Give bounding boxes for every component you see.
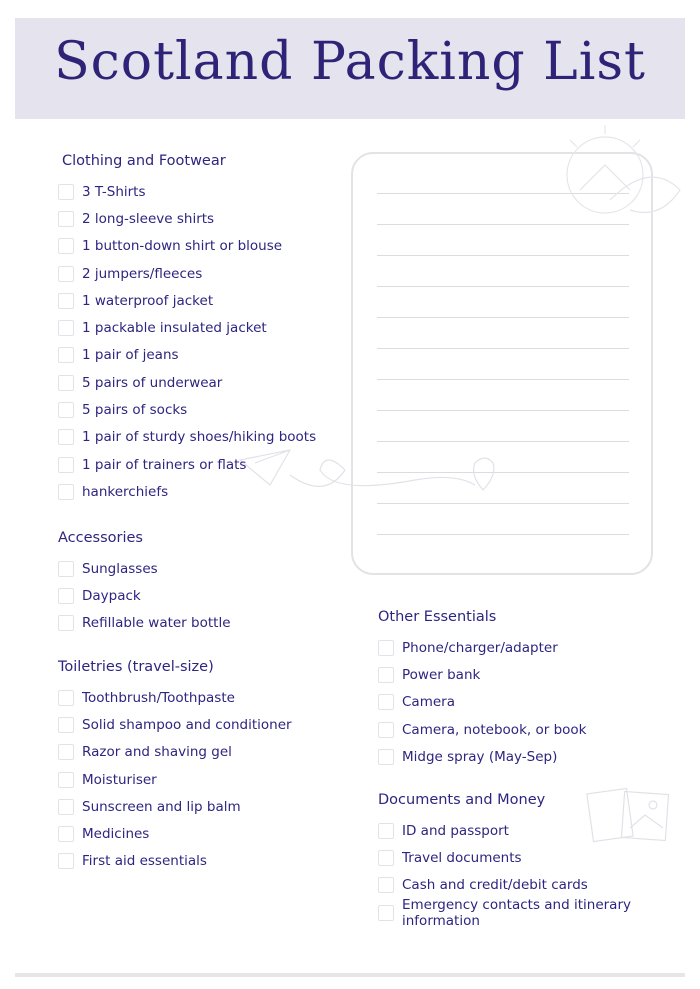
item-label: Camera, notebook, or book (402, 721, 587, 738)
checklist-item[interactable] (58, 684, 292, 711)
section-accessories (58, 528, 231, 637)
checklist-item[interactable] (58, 793, 292, 820)
checklist-item[interactable] (58, 287, 316, 314)
checklist-item[interactable] (58, 848, 292, 875)
checklist-item[interactable] (378, 661, 586, 688)
checkbox[interactable] (58, 293, 74, 309)
checklist-item[interactable] (58, 260, 316, 287)
item-label: 1 pair of jeans (82, 347, 179, 364)
checkbox[interactable] (58, 744, 74, 760)
checklist-item[interactable] (58, 233, 316, 260)
checkbox[interactable] (58, 615, 74, 631)
checkbox[interactable] (58, 402, 74, 418)
checklist-item[interactable] (58, 178, 316, 205)
item-label: Power bank (402, 666, 481, 683)
item-label: Sunscreen and lip balm (82, 798, 241, 815)
item-label: hankerchiefs (82, 483, 169, 500)
item-label: Cash and credit/debit cards (402, 877, 588, 894)
checkbox[interactable] (58, 375, 74, 391)
notes-line (377, 255, 629, 256)
checkbox[interactable] (378, 850, 394, 866)
item-label: Moisturiser (82, 771, 157, 788)
checklist-item[interactable] (58, 766, 292, 793)
section-clothing (58, 151, 316, 506)
checkbox[interactable] (58, 826, 74, 842)
item-label: 1 waterproof jacket (82, 292, 214, 309)
checkbox[interactable] (378, 823, 394, 839)
checkbox[interactable] (58, 347, 74, 363)
section-heading: Documents and Money (378, 792, 546, 808)
checkbox[interactable] (378, 905, 394, 921)
checkbox[interactable] (58, 238, 74, 254)
notes-line (377, 348, 629, 349)
checkbox[interactable] (58, 690, 74, 706)
item-label: 1 pair of sturdy shoes/hiking boots (82, 429, 317, 446)
checkbox[interactable] (58, 457, 74, 473)
sun-mountain-icon (550, 120, 690, 230)
checklist-item[interactable] (58, 451, 316, 478)
item-label: 1 pair of trainers or flats (82, 456, 247, 473)
checklist-item[interactable] (58, 610, 231, 637)
item-label: Emergency contacts and itinerary information (402, 896, 631, 929)
item-label: First aid essentials (82, 853, 207, 870)
item-label: Razor and shaving gel (82, 744, 232, 761)
item-label: 1 button-down shirt or blouse (82, 238, 283, 255)
section-heading: Toiletries (travel-size) (58, 659, 214, 675)
notes-line (377, 410, 629, 411)
item-label: 3 T-Shirts (82, 183, 146, 200)
checkbox[interactable] (378, 877, 394, 893)
checklist-item[interactable] (58, 369, 316, 396)
checkbox[interactable] (58, 772, 74, 788)
page-title: Scotland Packing List (54, 32, 646, 92)
checkbox[interactable] (58, 484, 74, 500)
checkbox[interactable] (58, 320, 74, 336)
checklist-item[interactable] (58, 555, 231, 582)
checkbox[interactable] (58, 266, 74, 282)
checklist-item[interactable] (378, 743, 586, 770)
checkbox[interactable] (58, 211, 74, 227)
checkbox[interactable] (378, 694, 394, 710)
footer-divider (15, 973, 685, 977)
notes-line (377, 503, 629, 504)
notes-line (377, 441, 629, 442)
section-toiletries (58, 657, 292, 875)
item-label: Travel documents (402, 849, 522, 866)
checkbox[interactable] (58, 429, 74, 445)
checkbox[interactable] (58, 561, 74, 577)
checklist-item[interactable] (58, 205, 316, 232)
checklist-item[interactable] (58, 820, 292, 847)
checklist-item[interactable] (378, 634, 586, 661)
checklist-item[interactable] (58, 478, 316, 505)
checkbox[interactable] (58, 717, 74, 733)
item-label: Daypack (82, 587, 141, 604)
item-label: 5 pairs of socks (82, 402, 188, 419)
checkbox[interactable] (378, 667, 394, 683)
section-documents (378, 790, 700, 929)
section-heading: Clothing and Footwear (62, 153, 226, 169)
section-heading: Other Essentials (378, 609, 497, 625)
checkbox[interactable] (378, 722, 394, 738)
checkbox[interactable] (58, 184, 74, 200)
checklist-item[interactable] (378, 896, 700, 929)
notes-line (377, 379, 629, 380)
checklist-item[interactable] (378, 689, 586, 716)
checklist-item[interactable] (58, 711, 292, 738)
item-label: ID and passport (402, 822, 509, 839)
section-other-essentials (378, 607, 586, 770)
checklist-item[interactable] (58, 582, 231, 609)
checklist-item[interactable] (58, 424, 316, 451)
notes-line (377, 286, 629, 287)
item-label: Refillable water bottle (82, 615, 231, 632)
item-label: 1 packable insulated jacket (82, 320, 267, 337)
item-label: Sunglasses (82, 560, 158, 577)
checkbox[interactable] (378, 640, 394, 656)
checkbox[interactable] (58, 853, 74, 869)
checklist-item[interactable] (378, 817, 700, 844)
item-label: 5 pairs of underwear (82, 374, 223, 391)
checklist-item[interactable] (378, 872, 700, 899)
item-label: 2 long-sleeve shirts (82, 210, 215, 227)
checkbox[interactable] (58, 588, 74, 604)
item-label: Solid shampoo and conditioner (82, 716, 292, 733)
item-label: Toothbrush/Toothpaste (82, 689, 235, 706)
notes-line (377, 317, 629, 318)
item-label: Midge spray (May-Sep) (402, 748, 558, 765)
title-banner (15, 18, 685, 119)
item-label: Phone/charger/adapter (402, 639, 558, 656)
checkbox[interactable] (378, 749, 394, 765)
checklist-item[interactable] (58, 396, 316, 423)
checkbox[interactable] (58, 799, 74, 815)
item-label: Medicines (82, 826, 150, 843)
section-heading: Accessories (58, 530, 143, 546)
item-label: Camera (402, 694, 455, 711)
checklist-item[interactable] (58, 314, 316, 341)
checklist-item[interactable] (58, 739, 292, 766)
notes-line (377, 534, 629, 535)
checklist-item[interactable] (378, 844, 700, 871)
item-label: 2 jumpers/fleeces (82, 265, 203, 282)
checklist-item[interactable] (378, 716, 586, 743)
checklist-item[interactable] (58, 342, 316, 369)
